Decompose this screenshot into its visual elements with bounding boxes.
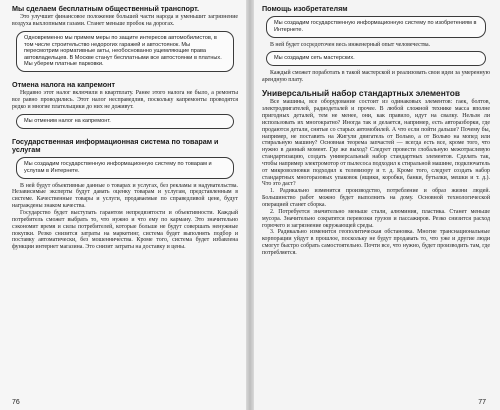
callout-box: [266, 51, 486, 66]
page-number: 76: [12, 399, 20, 406]
paragraph: 2. Потребуется значительно меньше стали, алюминия, пластика. Станет меньше мусора. Значительно сократятся перевозки грузов и пассажиров. Резко снизится расход горючего и загрязнение окружающей среды.: [262, 208, 490, 229]
paragraph: Каждый сможет поработать в такой мастерской и реализовать свои идеи за умеренную арендную плату.: [262, 70, 490, 83]
page-number: 77: [478, 399, 486, 406]
callout-text: Мы создадим государственную информационную систему по товарам и услугам в Интернете.: [24, 161, 212, 174]
section-title-repair-tax: Отмена налога на капремонт: [12, 80, 115, 90]
paragraph: 3. Радикально изменится геополитическая обстановка. Многие транснациональные корпорации уйдут в прошлое, поскольку не будут продавать то, что уже и другие люди смогут быстро собрать самостоятельно. Почти все, что нужно, будет производить там, где потребляется.: [262, 229, 490, 256]
section-title-free-transport: Мы сделаем бесплатным общественный транспорт.: [12, 4, 200, 13]
callout-text: Мы создадим сеть мастерских.: [274, 55, 355, 62]
callout-box: [266, 16, 486, 37]
callout-text: Мы создадим государственную информационную систему по изобретениям в Интернете.: [274, 20, 477, 33]
callout-box: [16, 157, 234, 178]
callout-box: [16, 114, 234, 129]
paragraph: Государство будет выступать гарантом непредвзятости и объективности. Каждый потребитель сможет выбрать то, что нужно и что ему по карману. Это значительно сэкономит время и силы потребителей, которые больше не будут совершать ненужные покупки. Резко снизится затраты на маркетинг, система будет выполнять подбор и поставку автоматически, без мошенничества. Кроме того, система будет избавлена функции интернет магазина. Это снизит затраты на доставку и цены.: [12, 209, 238, 251]
paragraph: Все машины, все оборудование состоит из одинаковых элементов: гаек, болтов, электродвигателей, радиодеталей и прочее. В любой сложной технике масса вполне пригодных деталей, тем не менее, они, как правило, идут на свалку. Нельзя ли использовать их многократно? Иногда так и делается, например, есть авторазборки, где продаются детали, снятые со старых автомобилей. А что если пойти дальше? Почему бы, например, не поставить на Жигули двигатель от Вольво, а от Вольво на мопед или стиральную машину? Основная теорема запчастей — всегда есть все, кроме того, что нужно в данный момент. Где же выход? Следует провести глобальную межотраслевую стандартизацию, создать универсальный набор стандартных элементов. Сделать так, чтобы например электромотор от пылесоса подходил к стиральной машине, подключатель от микроволновки подходил к телевизору и т. д. Кроме того, следует создать набор стандартных многоразовых упаковок (ящики, коробки, банки, бутылки, мешки и т. д.). Что это даст?: [262, 99, 490, 188]
callout-box: [16, 31, 234, 72]
section-title-standard-elements: Универсальный набор стандартных элементов: [262, 87, 461, 98]
paragraph: В ней будут объективные данные о товарах и услугах, без рекламы и надувательства. Независимые эксперты будут давать оценку товарам и услугам, представленным в системе. Качественные товары и услуги, продаваемые по справедливой цене, будут награждены знаком качества.: [12, 182, 238, 210]
callout-text: Одновременно мы примем меры по защите интересов автомобилистов, в том числе строительство недорогих гаражей и автостоянок. Мы пересмотрим нормативные акты, необоснованно ущемляющие права автовладельцев. В Москве станут бесплатными все автостоянки в платных. Мы уберем платные парковки.: [24, 35, 222, 68]
book-gutter: [246, 0, 254, 410]
paragraph: В ней будет сосредоточен весь инженерный опыт человечества.: [270, 41, 431, 48]
right-page: [254, 0, 500, 410]
callout-text: Мы отменим налог на капремонт.: [24, 118, 111, 124]
paragraph: Недавно этот налог включили в квартплату. Ранее этого налога не было, а ремонты все равно проводились. Этот налог несправедлив, поскольку капремонты проводятся редко и многие плательщики до них не доживут.: [12, 90, 238, 111]
section-title-inventors: Помощь изобретателям: [262, 4, 348, 13]
paragraph: Это улучшит финансовое положение большей части народа и уменьшит загрязнение воздуха выхлопными газами. Станет меньше пробок на дорогах.: [12, 14, 238, 28]
paragraph: 1. Радикально изменится производство, потребление и образ жизни людей. Большинство работ можно будет выполнить на дому. Основной технологической операцией станет сборка.: [262, 188, 490, 208]
section-title-info-system: Государственная информационная система по товарам и услугам: [12, 136, 219, 154]
left-page: [0, 0, 246, 410]
